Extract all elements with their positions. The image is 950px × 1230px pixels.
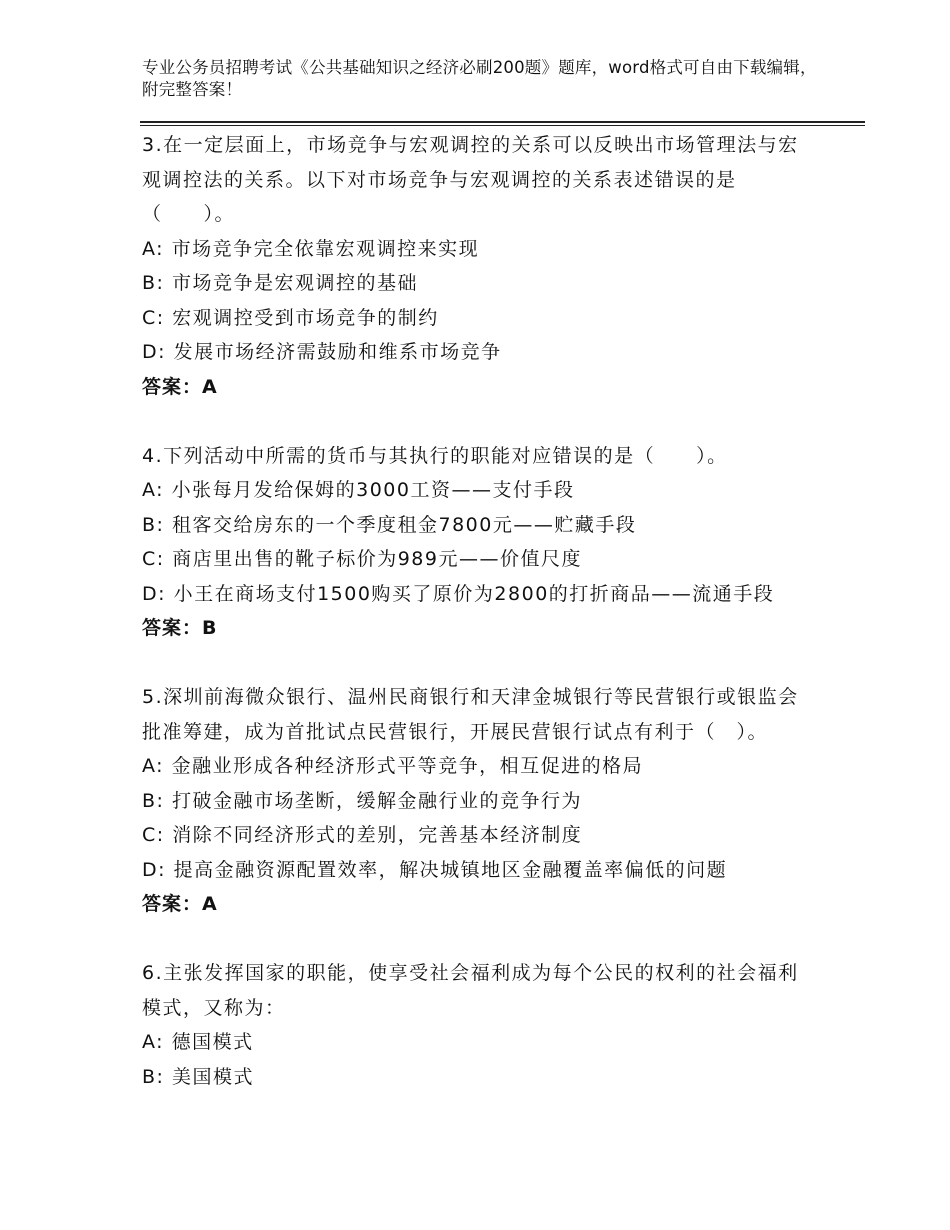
option-d: D: 提高金融资源配置效率，解决城镇地区金融覆盖率偏低的问题 [142, 858, 728, 881]
question-stem: 3.在一定层面上，市场竞争与宏观调控的关系可以反映出市场管理法与宏观调控法的关系。以下对市场竞争与宏观调控的关系表述错误的是（ ）。 [142, 134, 799, 225]
question-stem: 5.深圳前海微众银行、温州民商银行和天津金城银行等民营银行或银监会批准筹建，成为首批试点民营银行，开展民营银行试点有利于（ ）。 [142, 686, 799, 743]
question-spacer [142, 404, 812, 439]
answer: 答案：A [142, 893, 218, 915]
question-spacer [142, 646, 812, 681]
answer: 答案：B [142, 617, 218, 639]
option-a: A: 市场竞争完全依靠宏观调控来实现 [142, 237, 480, 260]
question-5 [142, 680, 812, 922]
option-a: A: 德国模式 [142, 1031, 254, 1053]
document-header: 专业公务员招聘考试《公共基础知识之经济必刷200题》题库，word格式可自由下载编辑，附完整答案！ [142, 58, 817, 99]
header-divider-thick [140, 121, 865, 123]
option-b: B: 美国模式 [142, 1065, 254, 1088]
header-divider-thin [140, 125, 865, 126]
option-a: A: 小张每月发给保姆的3000工资——支付手段 [142, 479, 575, 501]
option-c: C: 宏观调控受到市场竞争的制约 [142, 306, 439, 329]
option-b: B: 市场竞争是宏观调控的基础 [142, 272, 418, 294]
question-spacer [142, 922, 812, 957]
option-b: B: 打破金融市场垄断，缓解金融行业的竞争行为 [142, 789, 582, 812]
option-d: D: 小王在商场支付1500购买了原价为2800的打折商品——流通手段 [142, 582, 775, 605]
question-6 [142, 956, 812, 1094]
option-d: D: 发展市场经济需鼓励和维系市场竞争 [142, 341, 502, 363]
question-stem: 6.主张发挥国家的职能，使享受社会福利成为每个公民的权利的社会福利模式，又称为： [142, 962, 799, 1019]
option-c: C: 商店里出售的靴子标价为989元——价值尺度 [142, 548, 582, 570]
question-3 [142, 128, 812, 404]
question-stem: 4.下列活动中所需的货币与其执行的职能对应错误的是（ ）。 [142, 444, 728, 467]
answer: 答案：A [142, 375, 218, 398]
question-4 [142, 439, 812, 646]
option-b: B: 租客交给房东的一个季度租金7800元——贮藏手段 [142, 513, 637, 536]
option-c: C: 消除不同经济形式的差别，完善基本经济制度 [142, 824, 583, 846]
question-list [142, 128, 812, 1094]
option-a: A: 金融业形成各种经济形式平等竞争，相互促进的格局 [142, 755, 644, 777]
